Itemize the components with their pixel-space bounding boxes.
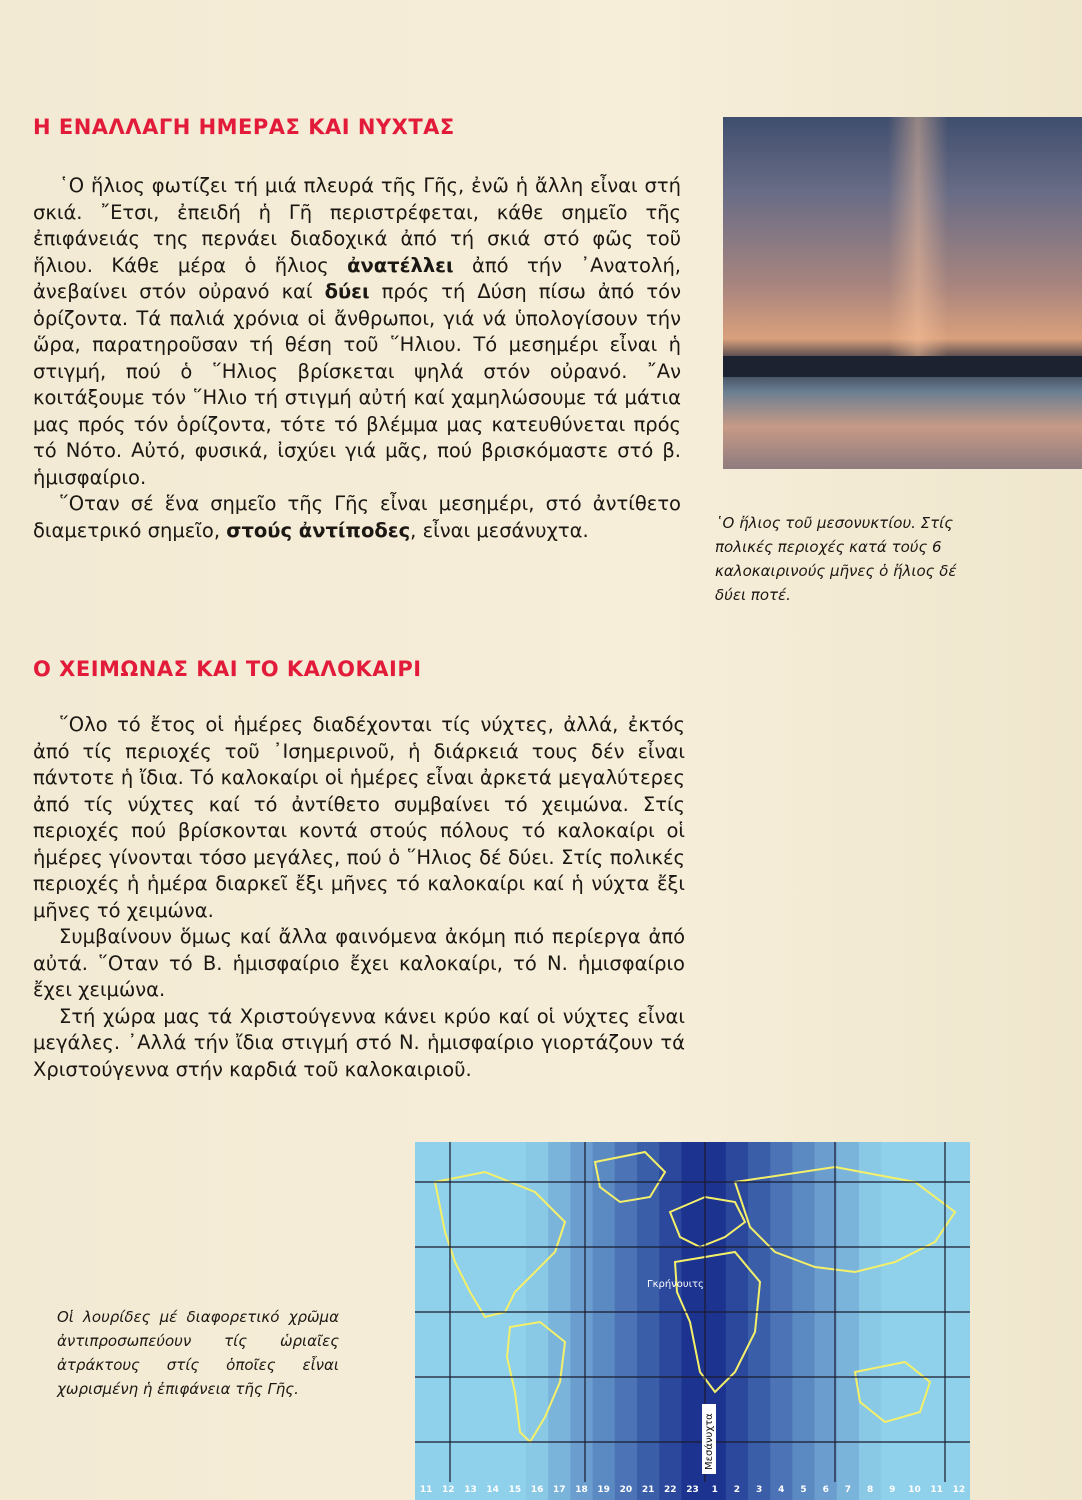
hour-label: 15 [508,1485,522,1495]
hour-label: 23 [686,1485,699,1495]
keyword-rises: ἀνατέλλει [347,253,454,277]
hour-label: 11 [930,1485,943,1495]
hour-label: 6 [822,1485,829,1495]
hour-label: 4 [778,1485,785,1495]
paragraph: ῞Ολο τό ἔτος οἱ ἡμέρες διαδέχονται τίς νύχτες, ἀλλά, ἐκτός ἀπό τίς περιοχές τοῦ ᾿Ισημερινοῦ, ἡ διάρκειά τους δέν εἶναι πάντοτε ἡ ἴδια. Τό καλοκαίρι οἱ ἡμέρες εἶναι ἀρκετά μεγαλύτερες ἀπό τίς νύχτες καί τό ἀντίθετο συμβαίνει τό χειμώνα. Στίς περιοχές πού βρίσκονται κοντά στούς πόλους τό καλοκαίρι οἱ ἡμέρες γίνονται τόσο μεγάλες, πού ὁ ῞Ηλιος δέ δύει. Στίς πολικές περιοχές ἡ ἡμέρα διαρκεῖ ἔξι μῆνες τό καλοκαίρι καί ἡ νύχτα ἔξι μῆνες τό χειμώνα. [33,713,685,922]
sun-pillar [888,117,948,363]
paragraph: ῞Οταν σέ ἕνα σημεῖο τῆς Γῆς εἶναι μεσημέρι, στό ἀντίθετο διαμετρικό σημεῖο, στούς ἀντίποδες, εἶναι μεσάνυχτα. [33,492,681,542]
time-zone-band [881,1142,904,1500]
time-zone-band [748,1142,771,1500]
keyword-antipodes: στούς ἀντίποδες [226,518,411,542]
greenwich-label: Γκρήνουιτς [647,1279,704,1290]
time-zone-band [459,1142,482,1500]
time-zone-band [792,1142,815,1500]
hour-label: 22 [664,1485,677,1495]
time-zone-band [437,1142,460,1500]
time-zone-band [726,1142,749,1500]
hour-label: 8 [866,1485,874,1495]
section-title-winter-summer: Ο ΧΕΙΜΩΝΑΣ ΚΑΙ ΤΟ ΚΑΛΟΚΑΙΡΙ [33,657,422,681]
photo-caption: ῾Ο ἥλιος τοῦ μεσονυκτίου. Στίς πολικές περιοχές κατά τούς 6 καλοκαιρινούς μῆνες ὁ ἥλιος δέ δύει ποτέ. [715,514,957,604]
hour-label: 16 [530,1485,544,1495]
map-caption: Οἱ λουρίδες μέ διαφορετικό χρῶμα ἀντιπροσωπεύουν τίς ὡριαῖες ἀτράκτους στίς ὁποῖες εἶναι χωρισμένη ἡ ἐπιφάνεια τῆς Γῆς. [57,1308,339,1398]
section-title-day-night: Η ΕΝΑΛΛΑΓΗ ΗΜΕΡΑΣ ΚΑΙ ΝΥΧΤΑΣ [33,115,455,139]
hour-label: 17 [553,1485,566,1495]
hour-label: 20 [619,1485,633,1495]
hour-label: 13 [464,1485,477,1495]
time-zone-bands [415,1142,970,1500]
paragraph: ῾Ο ἥλιος φωτίζει τή μιά πλευρά τῆς Γῆς, ἐνῶ ἡ ἄλλη εἶναι στή σκιά. ῎Ετσι, ἐπειδή ἡ Γῆ περιστρέφεται, κάθε σημεῖο τῆς ἐπιφάνειάς της περνάει διαδοχικά ἀπό τή σκιά στό φῶς τοῦ ἥλιου. Κάθε μέρα ὁ ἥλιος ἀνατέλλει ἀπό τήν ᾿Ανατολή, ἀνεβαίνει στόν οὐρανό καί δύει πρός τή Δύση πίσω ἀπό τόν ὁρίζοντα. Τά παλιά χρόνια οἱ ἄνθρωποι, γιά νά ὑπολογίσουν τήν ὥρα, παρατηροῦσαν τή θέση τοῦ ῞Ηλιου. Τό μεσημέρι εἶναι ἡ στιγμή, πού ὁ ῞Ηλιος βρίσκεται ψηλά στόν οὐρανό. ῎Αν κοιτάξουμε τόν ῞Ηλιο τή στιγμή αὐτή καί χαμηλώσουμε τά μάτια μας πρός τόν ὁρίζοντα, τότε τό βλέμμα μας κατευθύνεται πρός τό Νότο. Αὐτό, φυσικά, ἰσχύει γιά μᾶς, πού βρισκόμαστε στό β. ἡμισφαίριο. [33,174,682,489]
hour-label: 9 [889,1485,896,1495]
time-zone-band [948,1142,970,1500]
time-zone-band [815,1142,838,1500]
midnight-label: Μεσάνυχτα [704,1413,715,1470]
paragraph: Συμβαίνουν ὅμως καί ἄλλα φαινόμενα ἀκόμη πιό περίεργα ἀπό αὐτά. ῞Οταν τό Β. ἡμισφαίριο ἔχει καλοκαίρι, τό Ν. ἡμισφαίριο ἔχει χειμώνα. [33,925,685,1001]
time-zone-band [548,1142,571,1500]
time-zones-map [415,1142,970,1500]
hour-label: 12 [952,1485,966,1495]
hour-label: 12 [442,1485,455,1495]
hour-label: 2 [733,1485,741,1495]
bleed-through-text [735,650,1082,730]
hour-label: 18 [575,1485,588,1495]
time-zone-band [859,1142,882,1500]
time-zone-band [659,1142,682,1500]
paragraph: Στή χώρα μας τά Χριστούγεννα κάνει κρύο καί οἱ νύχτες εἶναι μεγάλες. ᾿Αλλά τήν ἴδια στιγμή στό Ν. ἡμισφαίριο γιορτάζουν τά Χριστούγεννα στήν καρδιά τοῦ καλοκαιριοῦ. [33,1004,685,1081]
keyword-sets: δύει [324,280,370,303]
hour-label: 14 [486,1485,499,1495]
hour-label: 10 [908,1485,921,1495]
time-zone-band [615,1142,638,1500]
hour-label: 7 [844,1485,852,1495]
time-zone-band [770,1142,793,1500]
section-body-day-night [33,173,681,544]
hour-label: 3 [755,1485,763,1495]
time-zone-band [837,1142,860,1500]
map-svg [415,1142,970,1500]
time-zone-band [903,1142,926,1500]
hour-label: 1 [711,1485,718,1495]
time-zone-band [637,1142,660,1500]
time-zone-band [504,1142,527,1500]
time-zone-band [570,1142,593,1500]
time-zone-band [415,1142,438,1500]
time-zone-band [681,1142,704,1500]
midnight-sun-photo [723,117,1082,469]
hour-label: 21 [641,1485,655,1495]
hour-label: 19 [597,1485,610,1495]
hour-label: 11 [419,1485,433,1495]
horizon-land [723,356,1082,377]
time-zone-band [482,1142,505,1500]
hour-label: 5 [800,1485,807,1495]
section-body-winter-summer [33,712,685,1083]
